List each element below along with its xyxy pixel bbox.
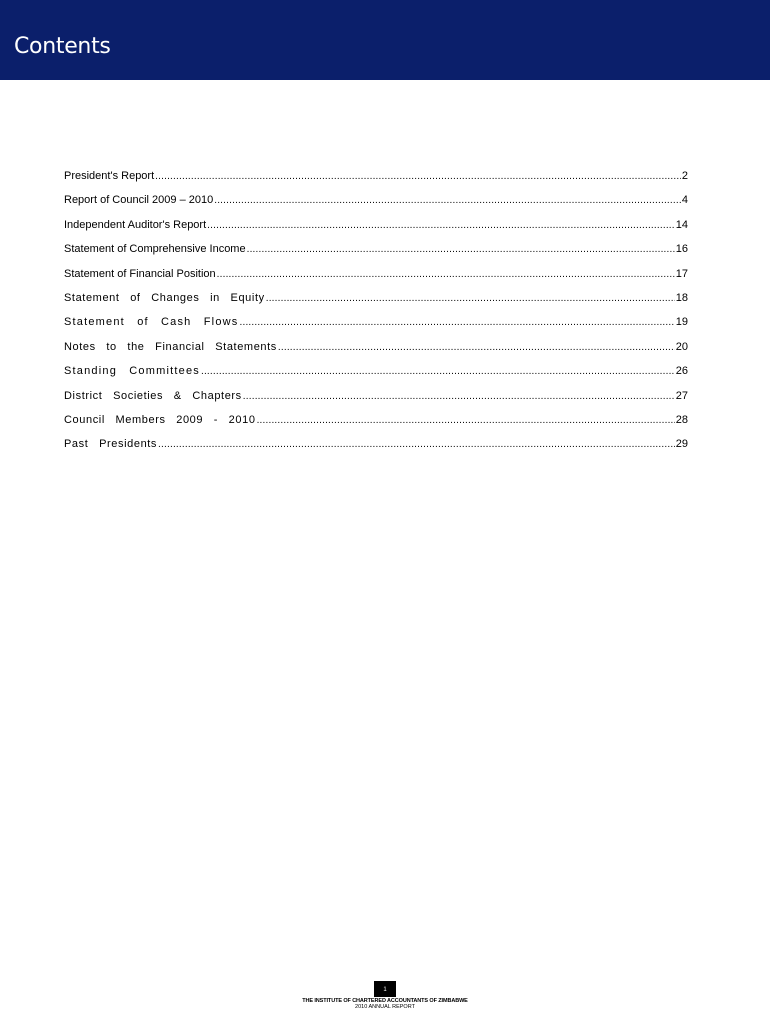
page-title: Contents	[14, 34, 111, 59]
toc-row-comprehensive-income[interactable]	[64, 243, 688, 267]
toc-leader	[278, 341, 675, 353]
toc-page-number: 26	[675, 365, 688, 378]
toc-leader	[247, 243, 675, 255]
toc-page-number: 29	[675, 438, 688, 451]
table-of-contents	[64, 170, 688, 463]
toc-page-number: 16	[675, 243, 688, 256]
toc-leader	[243, 390, 675, 402]
footer-report-title: 2010 ANNUAL REPORT	[355, 1004, 415, 1010]
toc-row-standing-committees[interactable]	[64, 365, 688, 389]
toc-label: Statement of Cash Flows	[64, 316, 239, 329]
toc-label: Statement of Financial Position	[64, 267, 216, 280]
toc-leader	[217, 268, 675, 280]
toc-leader	[158, 438, 675, 450]
toc-row-past-presidents[interactable]	[64, 438, 688, 462]
toc-page-number: 2	[681, 170, 688, 182]
toc-label: President's Report	[64, 170, 155, 182]
page-number-box: 1	[374, 981, 396, 997]
toc-row-cash-flows[interactable]	[64, 316, 688, 340]
toc-row-report-of-council[interactable]	[64, 194, 688, 218]
toc-leader	[155, 170, 681, 182]
toc-label: Past Presidents	[64, 438, 158, 451]
toc-row-changes-in-equity[interactable]	[64, 292, 688, 316]
toc-page-number: 27	[675, 389, 688, 402]
toc-row-district-societies[interactable]	[64, 390, 688, 414]
page-footer	[0, 978, 770, 1010]
toc-label: Standing Committees	[64, 365, 200, 378]
header-band	[0, 0, 770, 80]
toc-page-number: 14	[675, 218, 688, 231]
toc-label: District Societies & Chapters	[64, 389, 242, 402]
toc-page-number: 20	[675, 340, 688, 353]
toc-row-notes[interactable]	[64, 341, 688, 365]
toc-label: Statement of Comprehensive Income	[64, 243, 246, 256]
toc-leader	[207, 219, 675, 231]
toc-label: Council Members 2009 - 2010	[64, 413, 256, 426]
toc-page-number: 18	[675, 291, 688, 304]
toc-leader	[214, 194, 681, 206]
footer-organization: THE INSTITUTE OF CHARTERED ACCOUNTANTS OF ZIMBABWE	[302, 998, 468, 1004]
toc-label: Report of Council 2009 – 2010	[64, 194, 214, 207]
toc-leader	[240, 316, 675, 328]
toc-page-number: 28	[675, 413, 688, 426]
toc-page-number: 4	[681, 194, 688, 207]
toc-leader	[201, 365, 675, 377]
toc-row-presidents-report[interactable]	[64, 170, 688, 194]
toc-row-council-members[interactable]	[64, 414, 688, 438]
toc-leader	[257, 414, 675, 426]
toc-row-auditors-report[interactable]	[64, 219, 688, 243]
toc-label: Notes to the Financial Statements	[64, 340, 277, 353]
toc-leader	[266, 292, 675, 304]
toc-page-number: 19	[675, 316, 688, 329]
toc-row-financial-position[interactable]	[64, 268, 688, 292]
toc-label: Independent Auditor's Report	[64, 218, 207, 231]
toc-label: Statement of Changes in Equity	[64, 291, 265, 304]
toc-page-number: 17	[675, 267, 688, 280]
